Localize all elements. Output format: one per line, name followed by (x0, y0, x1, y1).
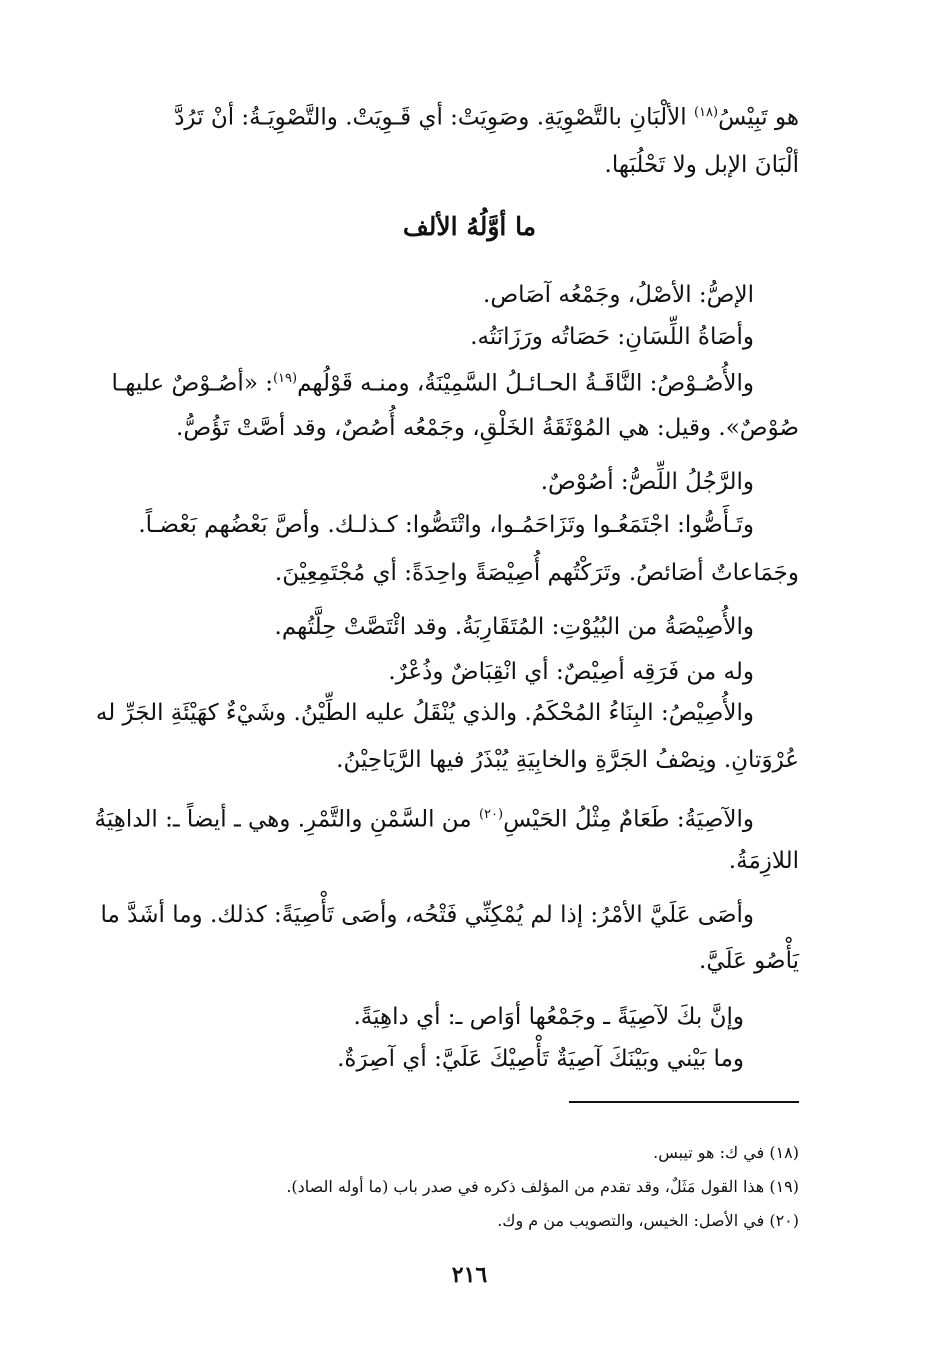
section-heading: ما أوَّلُهُ الألف (402, 212, 537, 241)
line-text: عُرْوَتانِ. ونِصْفُ الجَرَّةِ والخابِيَةِ يُبْذَرُ فيها الرَّيَاحِيْنُ. (336, 747, 799, 773)
line-text: والرَّجُلُ اللِّصُّ: أصُوْصٌ. (540, 469, 754, 495)
footnote: (١٨) في ك: هو تيبس. (653, 1143, 799, 1162)
line-text: وأصَى عَلَيَّ الأمْرُ: إذا لم يُمْكِنِّي فَتْحُه، وأصَى تَأْصِيَةً: كذلك. وما أشَدَّ ما (100, 902, 754, 928)
text-line (76, 698, 754, 728)
text-line (76, 98, 799, 133)
page-number: ٢١٦ (451, 1262, 488, 1288)
footnote-separator (569, 1101, 799, 1103)
line-text: ألْبَانَ الإبل ولا تَحْلُبَها. (604, 152, 799, 178)
line-text: والأُصُـوْصُ: النَّاقَـةُ الحـائـلُ السَّمِيْنَةُ، ومنـه قَوْلُهم$^{(١٩)}$: «أصُـوْصٌ عليهـا (111, 370, 754, 397)
footnote: (٢٠) في الأصل: الخيس، والتصويب من م وك. (497, 1211, 799, 1230)
text-line (76, 800, 754, 835)
line-text: والآصِيَةُ: طَعَامٌ مِثْلُ الحَيْسِ$^{(٢٠)}$ من السَّمْنِ والتَّمْرِ. وهي ـ أيضاً ـ: الداهِيَةُ (94, 806, 754, 833)
line-text: وإنَّ بكَ لآصِيَةً ـ وجَمْعُها أوَاص ـ: أي داهِيَةً. (353, 1004, 744, 1030)
line-text: وما بَيْني وبَيْنَكَ آصِيَةٌ تَأْصِيْكَ عَلَيَّ: أي آصِرَةٌ. (337, 1046, 744, 1072)
text-line (76, 510, 754, 540)
text-line (76, 900, 754, 930)
line-text: يَأْصُو عَلَيَّ. (699, 948, 799, 974)
line-text: والأُصِيْصُ: البِنَاءُ المُحْكَمُ. والذي يُنْقَلُ عليه الطِّيْنُ. وشَيْءٌ كهَيْئَةِ الجَرِّ له (95, 700, 754, 726)
line-text: اللازِمَةُ. (728, 848, 799, 874)
line-text: والأُصِيْصَةُ من البُيُوْتِ: المُتَقَارِبَةُ. وقد ائْتَصَّتْ حِلَّتُهم. (274, 614, 754, 640)
line-text: صُوْصٌ». وقيل: هي المُوْثَقَةُ الخَلْقِ، وجَمْعُه أُصُصٌ، وقد أصَّتْ تَؤُصُّ. (176, 415, 799, 441)
line-text: هو تَبِيْسُ$^{(١٨)}$ الألْبَانِ بالتَّصْوِيَةِ. وصَوِيَتْ: أي قَـوِيَتْ. والتَّصْوِيَـةُ: أنْ تَرُدَّ (174, 104, 799, 131)
line-text: الإصُّ: الأصْلُ، وجَمْعُه آصَاص. (483, 282, 754, 308)
text-line (76, 364, 754, 399)
line-text: وتَـأَصُّوا: اجْتَمَعُـوا وتَزَاحَمُـوا، واتْتَصُّوا: كـذلـك. وأصَّ بَعْضُهم بَعْضـاً. (138, 512, 754, 538)
line-text: وأصَاةُ اللِّسَانِ: حَصَاتُه ورَزَانَتُه. (470, 324, 754, 350)
line-text: وله من فَرَقِه أصِيْصٌ: أي انْقِبَاضٌ وذُعْرٌ. (388, 659, 754, 685)
footnote: (١٩) هذا القول مَثَلٌ، وقد تقدم من المؤلف ذكره في صدر باب (ما أوله الصاد). (286, 1177, 799, 1196)
line-text: وجَمَاعاتٌ أصَائصُ. وتَرَكْتُهم أُصِيْصَةً واحِدَةً: أي مُجْتَمِعِيْنَ. (274, 560, 799, 586)
